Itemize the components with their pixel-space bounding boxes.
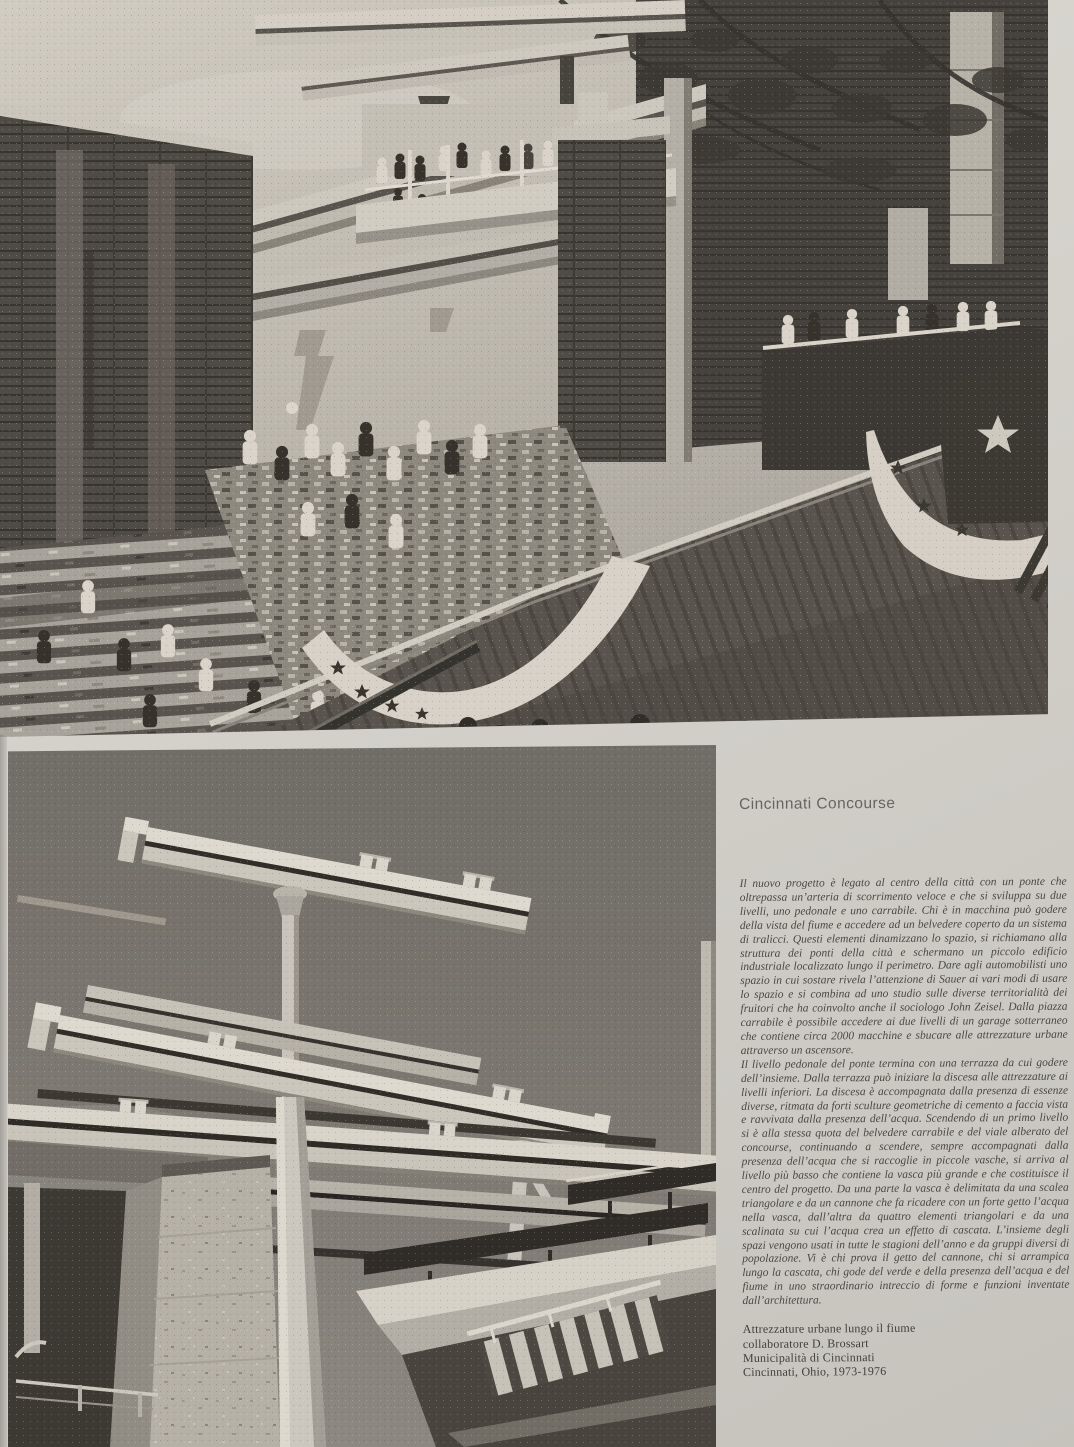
photo-concourse-steps-crowd	[0, 0, 1048, 737]
photo-grain	[8, 745, 716, 1447]
page-edge-shadow	[0, 735, 7, 1447]
credits-block	[743, 1320, 1070, 1380]
body-paragraph-1: Il nuovo progetto è legato al centro della città con un ponte che oltrepassa un’arteria di scorrimento veloce e che si sviluppa su due livelli, uno pedonale e uno carrabile. Chi è in macchina può godere della vista del fiume e accedere ad un belvedere coperto da un sistema di tralicci. Questi elementi dinamizzano lo spazio, si richiamano alla struttura dei ponti della città e schermano un piccolo edificio industriale localizzato lungo il perimetro. Dare agli automobilisti uno spazio in cui sostare rivela l’attenzione di Sauer ai vari modi di usare lo spazio e si combina ad uno studio sulle diverse territorialità dei fruitori che ha coinvolto anche il sociologo John Zeisel. Dalla piazza carrabile è possibile accedere ai due livelli di un garage sotterraneo che contiene circa 2000 macchine e sbucare alle attrezzature urbane attraverso un ascensore.	[739, 875, 1068, 1057]
body-paragraph-2: Il livello pedonale del ponte termina con una terrazza da cui godere dell’insieme. Dalla terrazza può iniziare la discesa alle attrezzature ai livelli inferiori. La discesa è accompagnata dalla presenza di essenze diverse, ritmata da forti sculture geometriche di cemento a faccia vista e ravvivata dalla presenza dell’acqua. Scendendo di un primo livello si è alla stessa quota del belvedere carrabile e del viale alberato del concourse, continuando a scendere, sempre accompagnati dalla presenza dell’acqua che si raccoglie in piccole vasche, si arriva al livello più basso che contiene la vasca più grande e che costituisce il centro del progetto. Da una parte la vasca è delimitata da una scalea triangolare e da un cannone che fa ricadere con un forte getto l’acqua nella vasca, dall’altra da quattro elementi triangolari e da una scalinata su cui l’acqua crea un effetto di cascata. L’insieme degli spazi vengono usati in tutte le stagioni dell’anno e da gruppi diversi di popolazione. Vi è chi prova il getto del cannone, chi si arrampica lungo la cascata, chi gode del verde e della presenza dell’acqua e del fiume in uno straordinario intreccio di forme e funzioni inventate dall’architettura.	[740, 1056, 1070, 1308]
credit-line-client: Municipalità di Cincinnati	[742, 1349, 875, 1365]
credit-line-collaborator: collaboratore D. Brossart	[742, 1335, 869, 1351]
photo-concrete-trellis-structure	[8, 745, 716, 1447]
trellis-photo-illustration	[8, 745, 716, 1447]
credit-line-project: Attrezzature urbane lungo il fiume	[742, 1320, 916, 1337]
photo-grain	[0, 0, 1048, 737]
article-title: Cincinnati Concourse	[739, 794, 896, 813]
article-column	[739, 794, 1070, 1380]
credit-line-location-date: Cincinnati, Ohio, 1973-1976	[742, 1364, 887, 1380]
concourse-photo-illustration	[0, 0, 1048, 737]
